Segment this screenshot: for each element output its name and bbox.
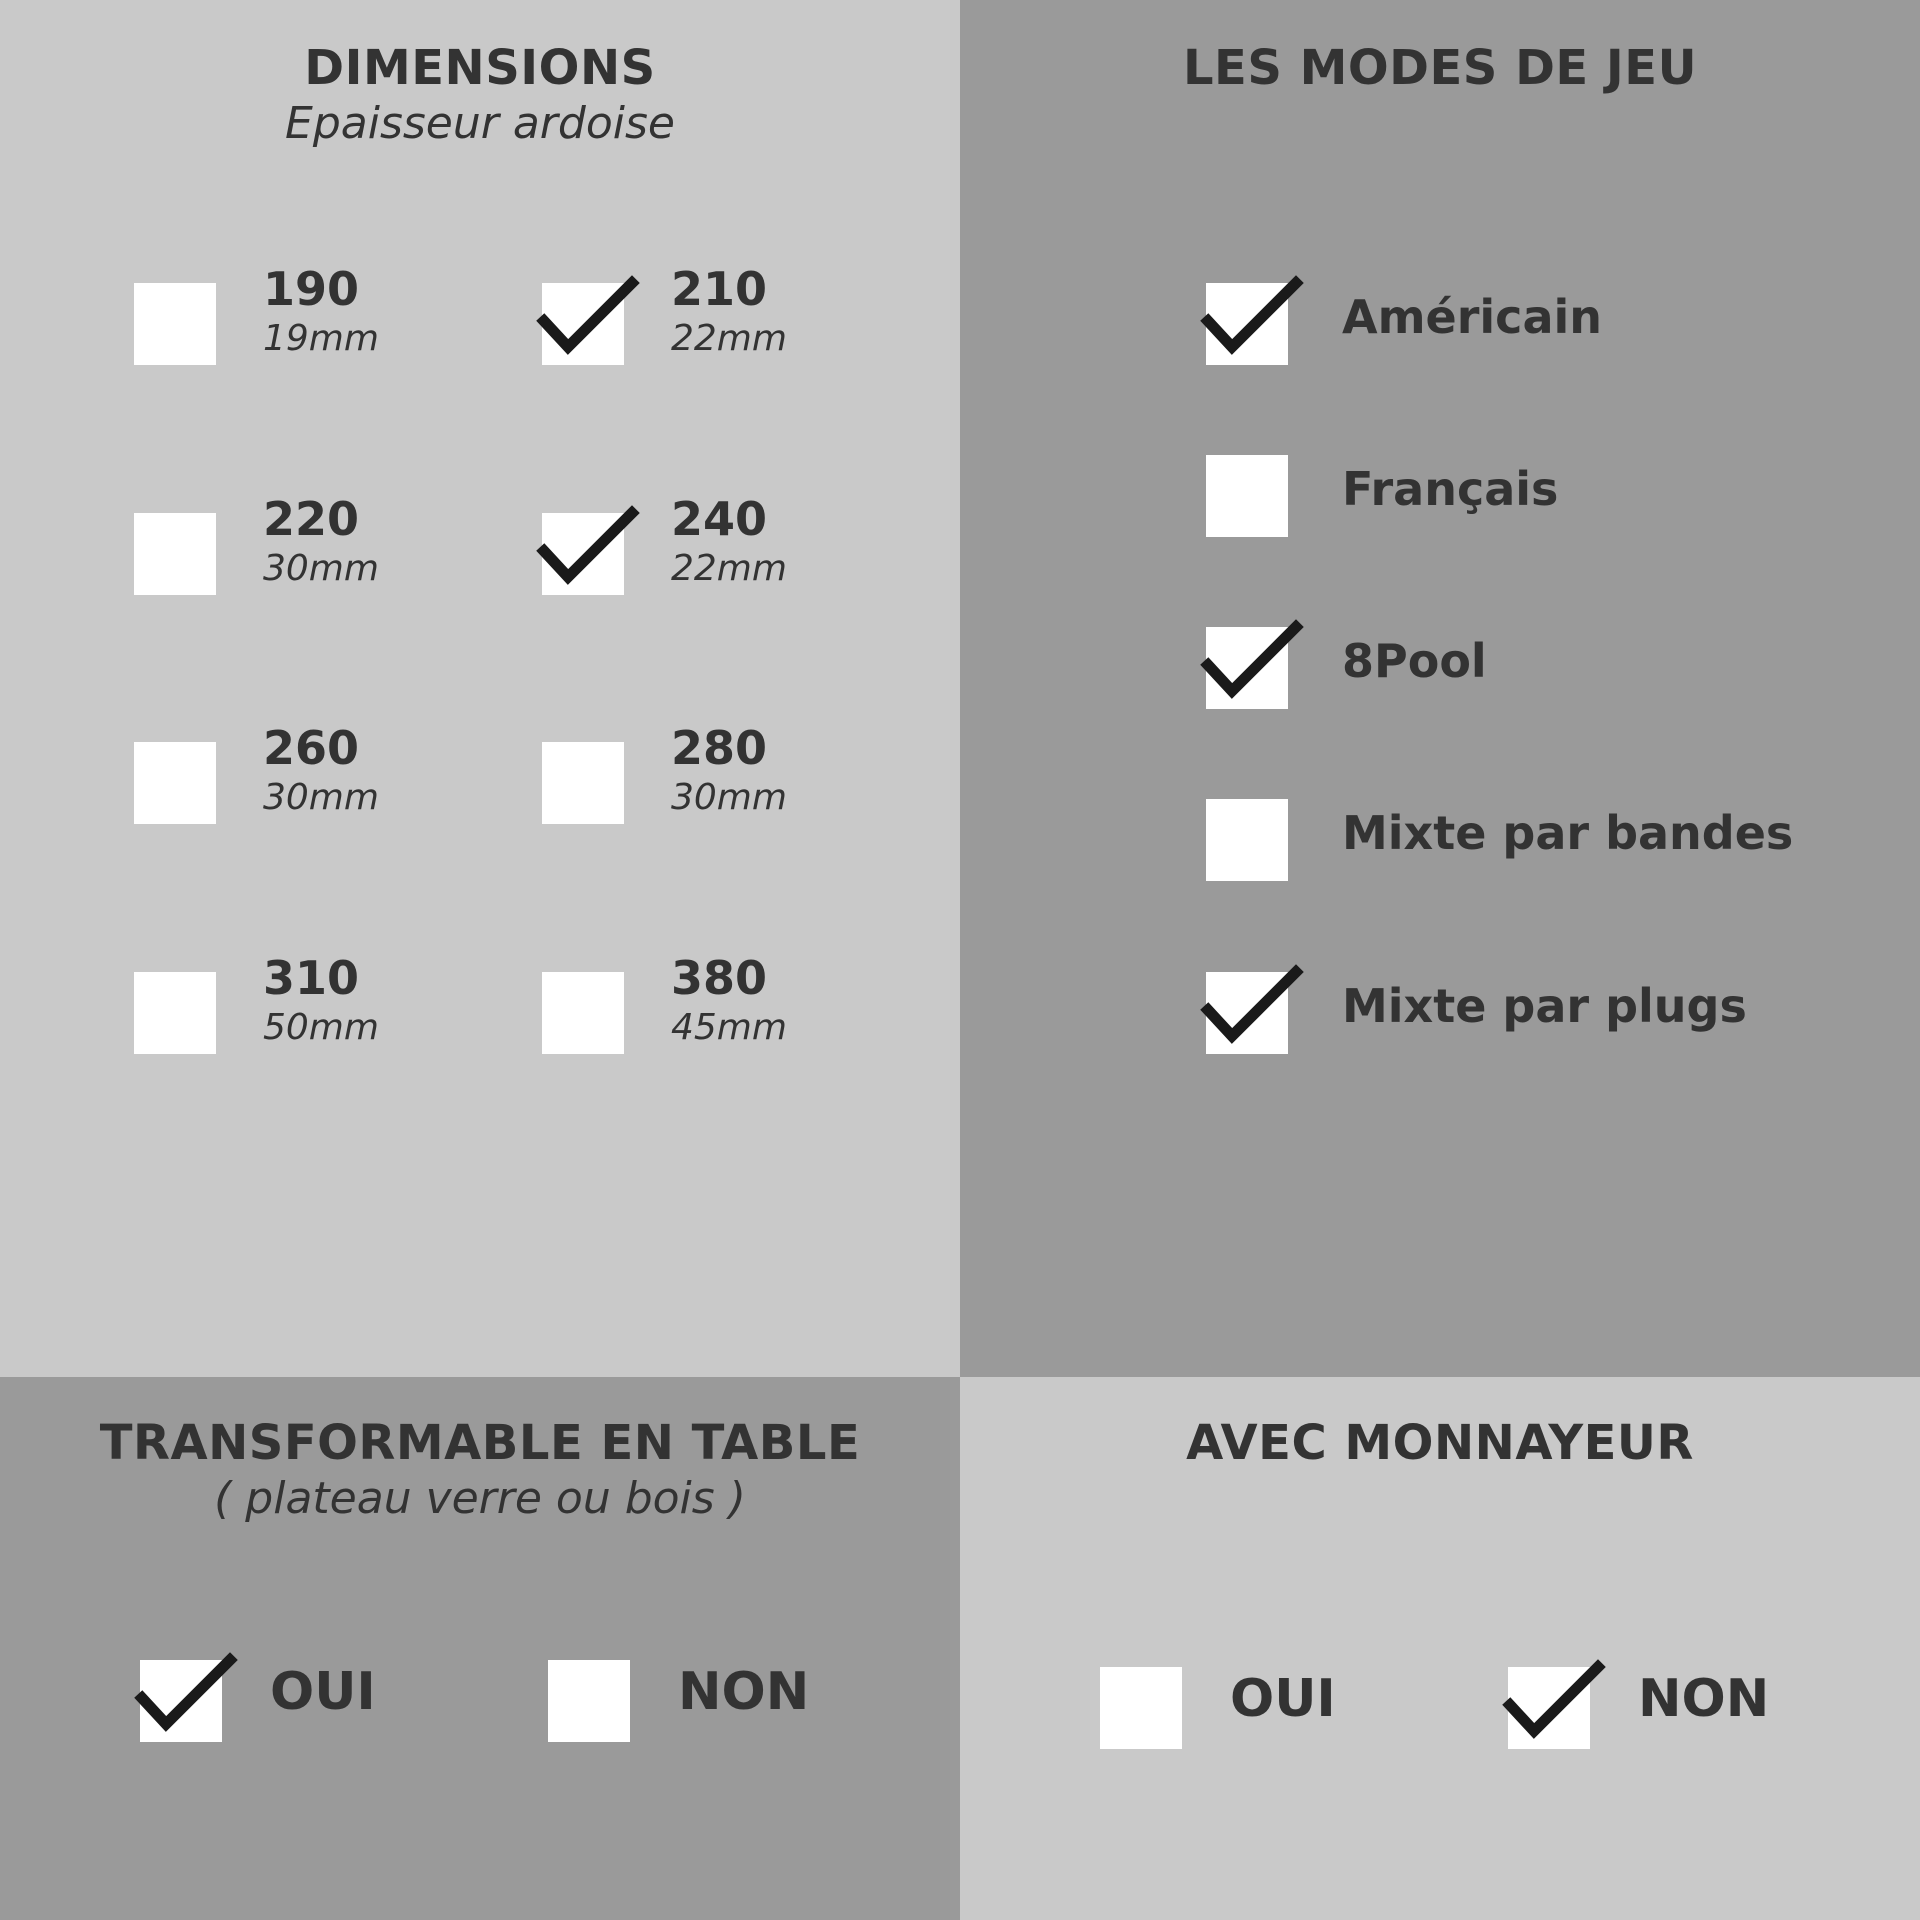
- transformable-oui-label: OUI: [270, 1662, 376, 1722]
- dimensions-title: DIMENSIONS: [304, 40, 656, 96]
- checkmark-icon: [538, 501, 638, 591]
- coin-mechanism-panel: [960, 1377, 1920, 1920]
- dimension-size: 380: [671, 951, 768, 1005]
- checkmark-icon: [1202, 615, 1302, 705]
- game-modes-title: LES MODES DE JEU: [1182, 40, 1698, 96]
- dimension-thickness: 30mm: [671, 777, 787, 818]
- dimension-240-checkbox[interactable]: [542, 513, 624, 595]
- checkmark-icon: [1202, 960, 1302, 1050]
- dimension-thickness: 19mm: [263, 318, 379, 359]
- game-modes-panel: [960, 0, 1920, 1377]
- dimension-size: 220: [263, 492, 360, 546]
- dimension-310-checkbox[interactable]: [134, 972, 216, 1054]
- mode-label: Mixte par plugs: [1342, 979, 1747, 1033]
- dimension-260-checkbox[interactable]: [134, 742, 216, 824]
- coin-oui-checkbox[interactable]: [1100, 1667, 1182, 1749]
- dimension-thickness: 30mm: [263, 777, 379, 818]
- transformable-non-label: NON: [678, 1662, 810, 1722]
- mode-mixte-plugs-checkbox[interactable]: [1206, 972, 1288, 1054]
- mode-8pool-checkbox[interactable]: [1206, 627, 1288, 709]
- transformable-title: TRANSFORMABLE EN TABLE: [99, 1415, 861, 1471]
- mode-label: Mixte par bandes: [1342, 806, 1794, 860]
- dimension-thickness: 45mm: [671, 1007, 787, 1048]
- dimension-size: 240: [671, 492, 768, 546]
- dimension-220-checkbox[interactable]: [134, 513, 216, 595]
- mode-label: 8Pool: [1342, 634, 1487, 688]
- dimension-size: 310: [263, 951, 360, 1005]
- dimension-thickness: 22mm: [671, 548, 787, 589]
- dimension-280-checkbox[interactable]: [542, 742, 624, 824]
- transformable-non-checkbox[interactable]: [548, 1660, 630, 1742]
- transformable-oui-checkbox[interactable]: [140, 1660, 222, 1742]
- dimensions-panel: [0, 0, 960, 1377]
- checkmark-icon: [1504, 1655, 1604, 1745]
- checkmark-icon: [538, 271, 638, 361]
- coin-mechanism-title: AVEC MONNAYEUR: [1186, 1415, 1694, 1471]
- dimension-size: 210: [671, 262, 768, 316]
- dimension-thickness: 50mm: [263, 1007, 379, 1048]
- dimension-380-checkbox[interactable]: [542, 972, 624, 1054]
- mode-label: Américain: [1342, 290, 1603, 344]
- dimension-size: 260: [263, 721, 360, 775]
- mode-mixte-bandes-checkbox[interactable]: [1206, 799, 1288, 881]
- mode-americain-checkbox[interactable]: [1206, 283, 1288, 365]
- dimensions-subtitle: Epaisseur ardoise: [285, 98, 675, 149]
- dimension-thickness: 22mm: [671, 318, 787, 359]
- checkmark-icon: [136, 1648, 236, 1738]
- dimension-210-checkbox[interactable]: [542, 283, 624, 365]
- transformable-table-panel: [0, 1377, 960, 1920]
- coin-oui-label: OUI: [1230, 1669, 1336, 1729]
- dimension-size: 280: [671, 721, 768, 775]
- transformable-subtitle: ( plateau verre ou bois ): [214, 1473, 746, 1524]
- dimension-190-checkbox[interactable]: [134, 283, 216, 365]
- checkmark-icon: [1202, 271, 1302, 361]
- dimension-size: 190: [263, 262, 360, 316]
- mode-francais-checkbox[interactable]: [1206, 455, 1288, 537]
- dimension-thickness: 30mm: [263, 548, 379, 589]
- coin-non-label: NON: [1638, 1669, 1770, 1729]
- mode-label: Français: [1342, 462, 1559, 516]
- coin-non-checkbox[interactable]: [1508, 1667, 1590, 1749]
